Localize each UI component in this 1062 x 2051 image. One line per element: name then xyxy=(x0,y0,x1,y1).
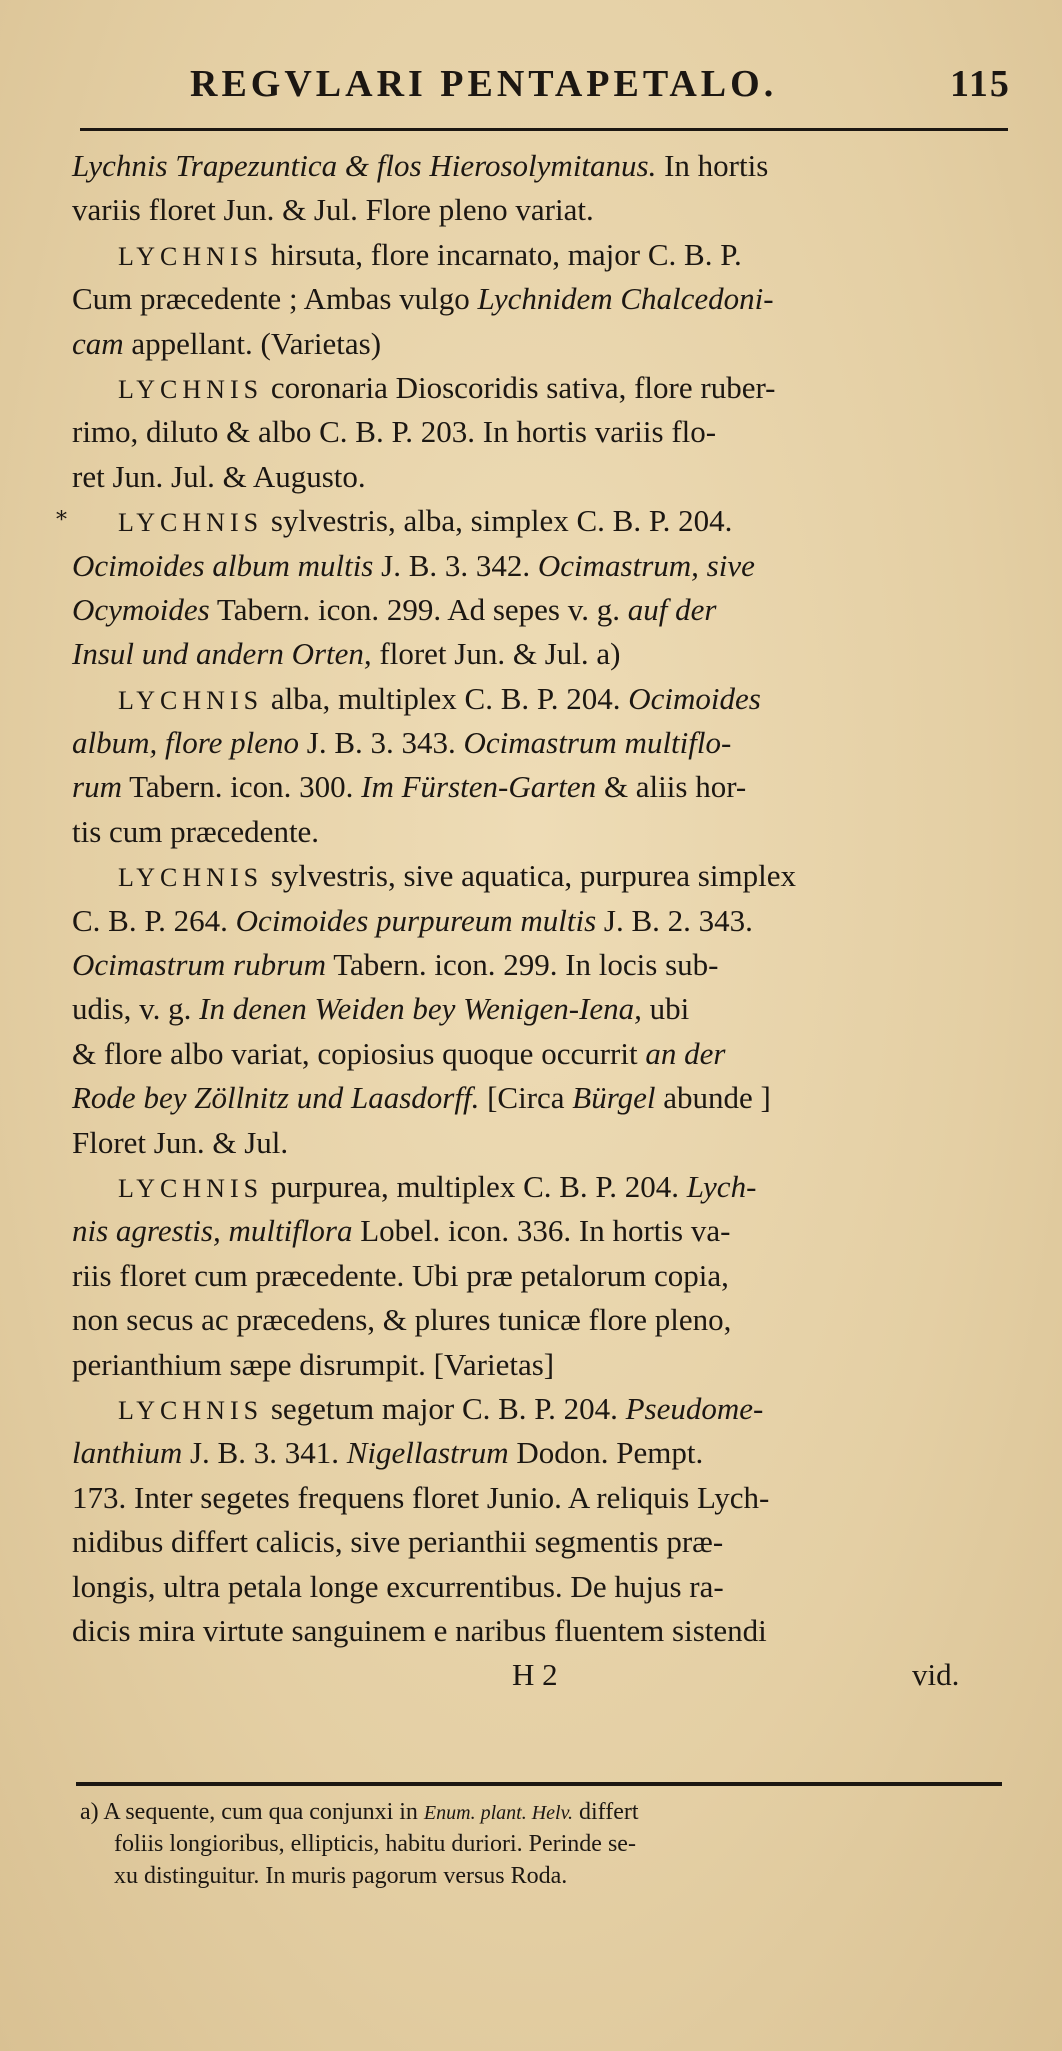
text-line xyxy=(72,277,1012,321)
species-name: Lychnis Trapezuntica & flos Hierosolymitanus. xyxy=(72,148,657,183)
text-fragment: Dodon. Pempt. xyxy=(508,1435,704,1471)
italic-fragment: Ocymoides xyxy=(72,591,210,627)
text-line xyxy=(72,1165,1012,1209)
footnote xyxy=(80,1796,1010,1892)
text-fragment: a) A sequente, cum qua conjunxi in xyxy=(80,1799,424,1825)
text-fragment: Lobel. icon. 336. In hortis va- xyxy=(352,1213,731,1249)
text-line: 173. Inter segetes frequens floret Junio. A reliquis Lych- xyxy=(72,1479,770,1515)
text-line xyxy=(72,987,1012,1031)
italic-fragment: Lych- xyxy=(686,1168,757,1204)
text-fragment: J. B. 3. 341. xyxy=(182,1435,347,1471)
italic-fragment: Bürgel xyxy=(572,1080,656,1116)
text-fragment: purpurea, multiplex C. B. P. 204. xyxy=(263,1168,687,1204)
text-fragment: J. B. 2. 343. xyxy=(596,902,753,938)
italic-fragment: In denen Weiden bey Wenigen-Iena, xyxy=(199,991,642,1027)
text-line xyxy=(72,1431,1012,1475)
text-fragment: Tabern. icon. 299. Ad sepes v. g. xyxy=(209,591,628,627)
text-line: longis, ultra petala longe excurrentibus. De hujus ra- xyxy=(72,1568,724,1604)
text-fragment: coronaria Dioscoridis sativa, flore ruber- xyxy=(263,369,776,405)
text-fragment: udis, v. g. xyxy=(72,991,200,1027)
text-fragment: J. B. 3. 342. xyxy=(373,547,538,583)
italic-fragment: Nigellastrum xyxy=(346,1435,509,1471)
text-fragment: & aliis hor- xyxy=(596,769,747,805)
italic-fragment: Rode bey Zöllnitz und Laasdorff. xyxy=(72,1080,480,1116)
text-line: riis floret cum præcedente. Ubi præ petalorum copia, xyxy=(72,1257,729,1293)
text-line xyxy=(72,233,1012,277)
italic-fragment: Ocimastrum rubrum xyxy=(72,947,327,983)
text-line: tis cum præcedente. xyxy=(72,813,320,849)
italic-fragment: Ocimoides purpureum multis xyxy=(235,902,597,938)
genus-name: LYCHNIS xyxy=(118,1395,264,1425)
text-fragment: sylvestris, sive aquatica, purpurea simplex xyxy=(263,858,796,894)
text-line: dicis mira virtute sanguinem e naribus fluentem sistendi xyxy=(72,1612,767,1648)
italic-fragment: Lychnidem Chalcedoni- xyxy=(477,281,774,317)
footnote-line xyxy=(80,1796,1010,1828)
main-text xyxy=(72,144,1012,1698)
text-fragment: J. B. 3. 343. xyxy=(299,725,464,761)
text-line xyxy=(72,943,1012,987)
text-line: rimo, diluto & albo C. B. P. 203. In hortis variis flo- xyxy=(72,414,717,450)
italic-fragment: Ocimastrum multiflo- xyxy=(463,725,732,761)
genus-name: LYCHNIS xyxy=(118,685,264,715)
text-line xyxy=(72,899,1012,943)
text-fragment: Tabern. icon. 299. In locis sub- xyxy=(326,947,719,983)
text-line xyxy=(72,854,1012,898)
italic-fragment: rum xyxy=(72,769,122,805)
text-fragment: hirsuta, flore incarnato, major C. B. P. xyxy=(263,236,742,272)
running-title: REGVLARI PENTAPETALO. xyxy=(190,63,778,105)
italic-fragment: Ocimoides xyxy=(628,680,761,716)
italic-fragment: Ocimoides album multis xyxy=(72,547,374,583)
page-header xyxy=(0,62,1062,112)
footnote-line: foliis longioribus, ellipticis, habitu duriori. Perinde se- xyxy=(114,1831,636,1857)
italic-fragment: Ocimastrum, sive xyxy=(537,547,755,583)
text-line xyxy=(72,322,1012,366)
genus-name: LYCHNIS xyxy=(118,241,264,271)
text-line xyxy=(72,1032,1012,1076)
text-line xyxy=(72,1387,1012,1431)
italic-fragment: Insul und andern Orten, xyxy=(72,636,372,672)
text-line xyxy=(72,1076,1012,1120)
text-fragment: floret Jun. & Jul. a) xyxy=(371,636,621,672)
text-line xyxy=(72,632,1012,676)
text-fragment: & flore albo variat, copiosius quoque occurrit xyxy=(72,1035,646,1071)
text-line xyxy=(72,144,1012,188)
footnote-line: xu distinguitur. In muris pagorum versus Roda. xyxy=(114,1863,568,1889)
text-fragment: differt xyxy=(572,1799,639,1825)
italic-fragment: an der xyxy=(645,1035,726,1071)
text-line: perianthium sæpe disrumpit. [Varietas] xyxy=(72,1346,555,1382)
text-line xyxy=(72,721,1012,765)
text-fragment: segetum major C. B. P. 204. xyxy=(263,1390,626,1426)
genus-name: LYCHNIS xyxy=(118,508,264,538)
italic-fragment: auf der xyxy=(627,591,717,627)
genus-name: LYCHNIS xyxy=(118,374,264,404)
footnote-rule xyxy=(76,1782,1002,1786)
text-fragment: C. B. P. 264. xyxy=(72,902,236,938)
text-line xyxy=(72,588,1012,632)
genus-name: LYCHNIS xyxy=(118,863,264,893)
text-line: ret Jun. Jul. & Augusto. xyxy=(72,458,366,494)
italic-fragment: album, flore pleno xyxy=(72,725,300,761)
text-fragment: ubi xyxy=(641,991,690,1027)
text-fragment: abunde ] xyxy=(655,1080,771,1116)
text-fragment: alba, multiplex C. B. P. 204. xyxy=(263,680,629,716)
text-fragment: sylvestris, alba, simplex C. B. P. 204. xyxy=(263,503,733,539)
text-fragment: appellant. (Varietas) xyxy=(123,325,382,361)
text-line: Floret Jun. & Jul. xyxy=(72,1124,289,1160)
text-line xyxy=(72,765,1012,809)
text-fragment: In hortis xyxy=(656,148,769,183)
catchword: vid. xyxy=(912,1657,960,1693)
text-line xyxy=(72,366,1012,410)
text-line xyxy=(72,677,1012,721)
page-number: 115 xyxy=(950,63,1011,105)
text-line xyxy=(72,499,1012,543)
text-fragment: [Circa xyxy=(479,1080,573,1116)
signature-mark: H 2 xyxy=(512,1657,558,1693)
signature-line xyxy=(72,1653,1012,1697)
italic-fragment: lanthium xyxy=(72,1435,183,1471)
text-line xyxy=(72,1209,1012,1253)
text-line: nidibus differt calicis, sive perianthii segmentis præ- xyxy=(72,1524,724,1560)
margin-asterisk: * xyxy=(56,508,67,533)
italic-fragment: Pseudome- xyxy=(625,1390,764,1426)
text-line: non secus ac præcedens, & plures tunicæ flore pleno, xyxy=(72,1302,732,1338)
text-line xyxy=(72,544,1012,588)
genus-name: LYCHNIS xyxy=(118,1173,264,1203)
italic-fragment: nis agrestis, multiflora xyxy=(72,1213,353,1249)
text-fragment: Tabern. icon. 300. xyxy=(121,769,362,805)
italic-fragment: cam xyxy=(72,325,124,361)
text-line: variis floret Jun. & Jul. Flore pleno variat. xyxy=(72,192,594,228)
italic-fragment: Im Fürsten-Garten xyxy=(361,769,597,805)
text-fragment: Cum præcedente ; Ambas vulgo xyxy=(72,281,478,317)
header-rule xyxy=(80,128,1008,131)
italic-fragment: Enum. plant. Helv. xyxy=(423,1802,573,1824)
